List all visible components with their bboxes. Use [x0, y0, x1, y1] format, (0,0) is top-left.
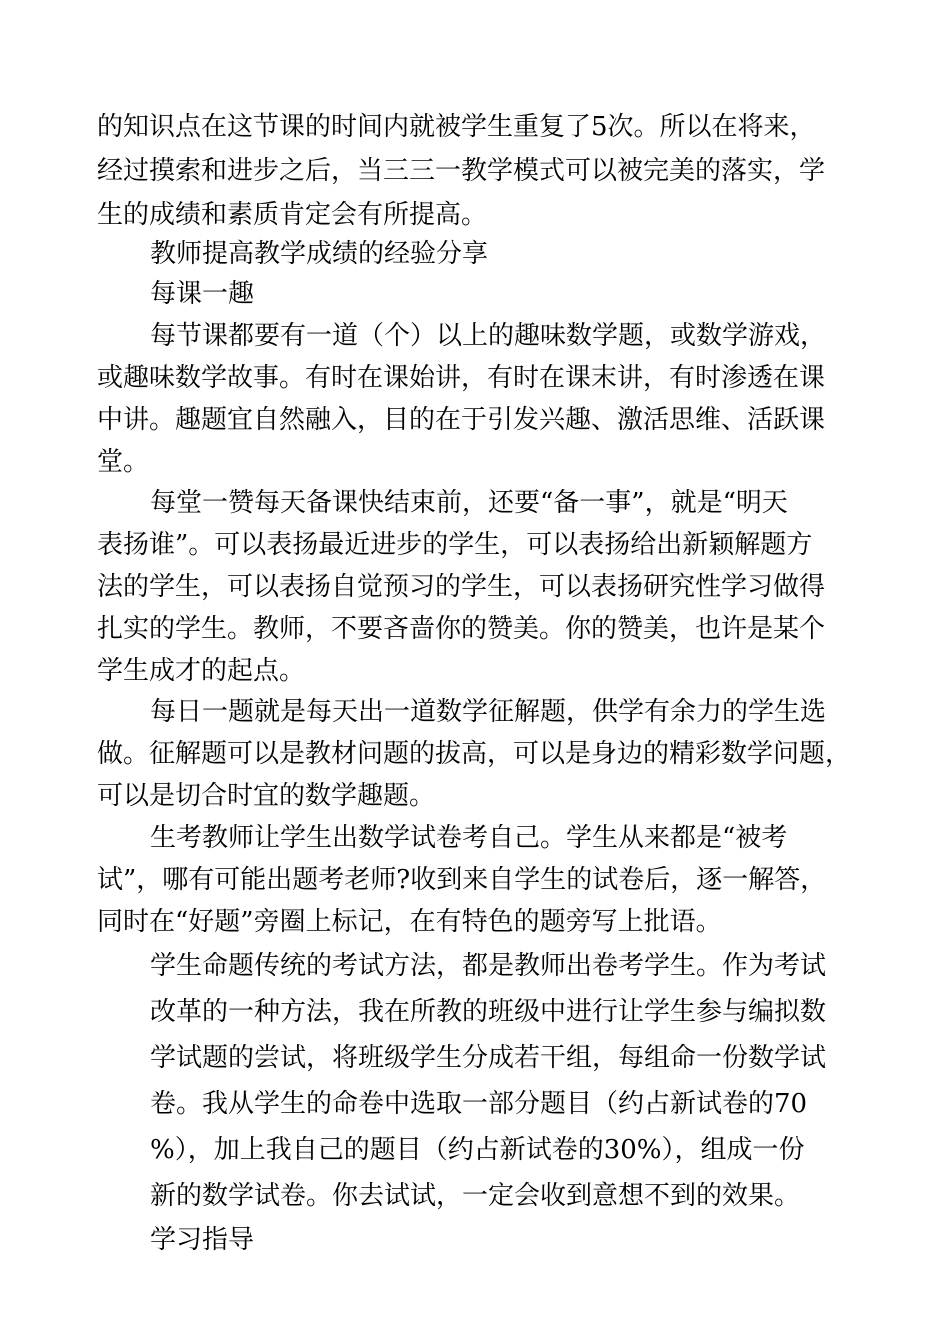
text-line: 每日一题就是每天出一道数学征解题，供学有余力的学生选 [150, 697, 827, 727]
text-line: 中讲。趣题宜自然融入，目的在于引发兴趣、激活思维、活跃课 [97, 405, 826, 435]
section-heading: 每课一趣 [150, 279, 255, 309]
text-line: %），加上我自己的题目（约占新试卷的30%），组成一份 [150, 1135, 805, 1165]
section-heading: 学习指导 [150, 1225, 255, 1255]
text-line: 每节课都要有一道（个）以上的趣味数学题，或数学游戏， [150, 321, 827, 351]
text-line: 学生成才的起点。 [97, 656, 306, 686]
text-line: 扎实的学生。教师，不要吝啬你的赞美。你的赞美，也许是某个 [97, 614, 826, 644]
text-line: 每堂一赞每天备课快结束前，还要“备一事”，就是“明天 [150, 488, 788, 518]
text-line: 生的成绩和素质肯定会有所提高。 [97, 200, 488, 230]
text-line: 试”，哪有可能出题考老师?收到来自学生的试卷后，逐一解答， [97, 865, 827, 895]
text-line: 法的学生，可以表扬自觉预习的学生，可以表扬研究性学习做得 [97, 572, 826, 602]
text-line: 的知识点在这节课的时间内就被学生重复了5次。所以在将来， [97, 112, 816, 142]
text-line: 生考教师让学生出数学试卷考自己。学生从来都是“被考 [150, 823, 788, 853]
text-line: 卷。我从学生的命卷中选取一部分题目（约占新试卷的70 [150, 1089, 808, 1119]
text-line: 做。征解题可以是教材问题的拔高，可以是身边的精彩数学问题， [97, 739, 852, 769]
section-heading: 教师提高教学成绩的经验分享 [150, 239, 489, 269]
text-line: 表扬谁”。可以表扬最近进步的学生，可以表扬给出新颖解题方 [97, 530, 813, 560]
text-line: 或趣味数学故事。有时在课始讲，有时在课末讲，有时渗透在课 [97, 363, 826, 393]
text-line: 可以是切合时宜的数学趣题。 [97, 781, 436, 811]
text-line: 同时在“好题”旁圈上标记，在有特色的题旁写上批语。 [97, 907, 722, 937]
text-line: 经过摸索和进步之后，当三三一教学模式可以被完美的落实，学 [97, 156, 826, 186]
text-line: 堂。 [97, 447, 150, 477]
text-line: 学生命题传统的考试方法，都是教师出卷考学生。作为考试 [150, 951, 827, 981]
text-line: 改革的一种方法，我在所教的班级中进行让学生参与编拟数 [150, 997, 827, 1027]
text-line: 新的数学试卷。你去试试，一定会收到意想不到的效果。 [150, 1181, 801, 1211]
text-line: 学试题的尝试，将班级学生分成若干组，每组命一份数学试 [150, 1043, 827, 1073]
